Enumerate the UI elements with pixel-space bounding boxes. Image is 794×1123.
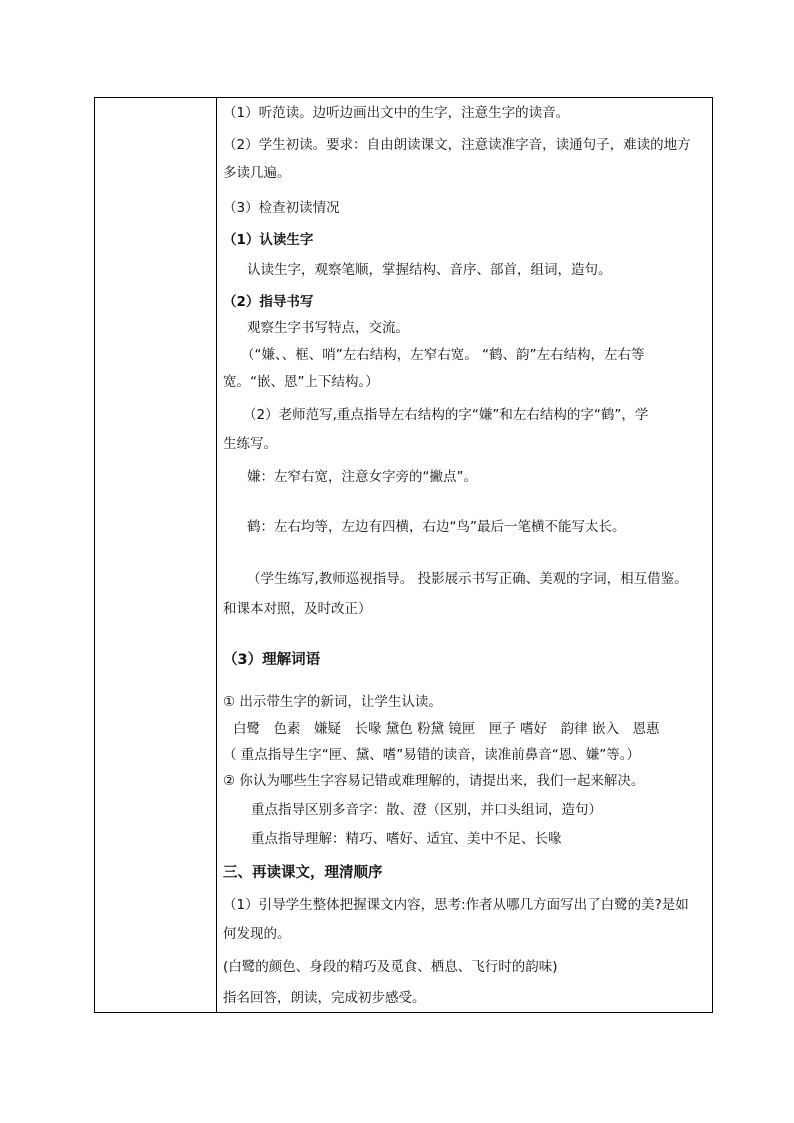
text-line: （2）老师范写,重点指导左右结构的字“嫌”和左右结构的字“鹤”，学	[243, 407, 649, 423]
text-line: 嫌：左窄右宽，注意女字旁的“撇点”。	[247, 469, 477, 485]
vocabulary-list: 白鹭 色素 嫌疑 长喙 黛色 粉黛 镜匣 匣子 嗜好 韵律 嵌入 恩惠	[233, 721, 660, 737]
text-line: 鹤：左右均等，左边有四横，右边“鸟”最后一笔横不能写太长。	[247, 519, 626, 535]
text-line: ① 出示带生字的新词，让学生认读。	[223, 694, 442, 710]
section-heading: 三、再读课文，理清顺序	[223, 865, 383, 881]
section-heading: （2）指导书写	[223, 294, 314, 310]
text-line: （ 重点指导生字“匣、黛、嗜”易错的读音，读准前鼻音“恩、嫌”等。）	[223, 747, 641, 763]
text-line: （3）检查初读情况	[223, 200, 340, 216]
text-line: （2）学生初读。要求：自由朗读课文，注意读准字音，读通句子，难读的地方	[223, 137, 691, 153]
text-line: 观察生字书写特点，交流。	[247, 320, 409, 336]
text-line: (白鹭的颜色、身段的精巧及觅食、栖息、飞行时的韵味)	[223, 959, 558, 975]
text-line: 多读几遍。	[223, 165, 291, 181]
text-line: 生练写。	[223, 436, 277, 452]
text-line: （“嫌、、框、哨”左右结构，左窄右宽。 “鹤、韵”左右结构，左右等	[241, 347, 645, 363]
section-heading: （3）理解词语	[223, 652, 321, 668]
section-heading: （1）认读生字	[223, 232, 314, 248]
text-line: 和课本对照，及时改正）	[223, 601, 372, 617]
text-line: （学生练写,教师巡视指导。 投影展示书写正确、美观的字词，相互借鉴。	[247, 571, 688, 587]
text-line: （1）听范读。边听边画出文中的生字，注意生字的读音。	[223, 105, 570, 121]
text-line: 何发现的。	[223, 926, 291, 942]
text-line: ② 你认为哪些生字容易记错或难理解的，请提出来，我们一起来解决。	[223, 773, 645, 789]
lesson-table	[94, 97, 713, 1013]
text-line: 指名回答，朗读，完成初步感受。	[223, 990, 426, 1006]
column-divider	[216, 98, 217, 1012]
text-line: 认读生字，观察笔顺，掌握结构、音序、部首，组词，造句。	[247, 262, 612, 278]
text-line: 宽。“嵌、恩”上下结构。）	[223, 374, 379, 390]
text-line: （1）引导学生整体把握课文内容，思考:作者从哪几方面写出了白鹭的美?是如	[223, 897, 689, 913]
text-line: 重点指导区别多音字：散、澄（区别，并口头组词，造句）	[251, 802, 602, 818]
text-line: 重点指导理解：精巧、嗜好、适宜、美中不足、长喙	[251, 831, 562, 847]
